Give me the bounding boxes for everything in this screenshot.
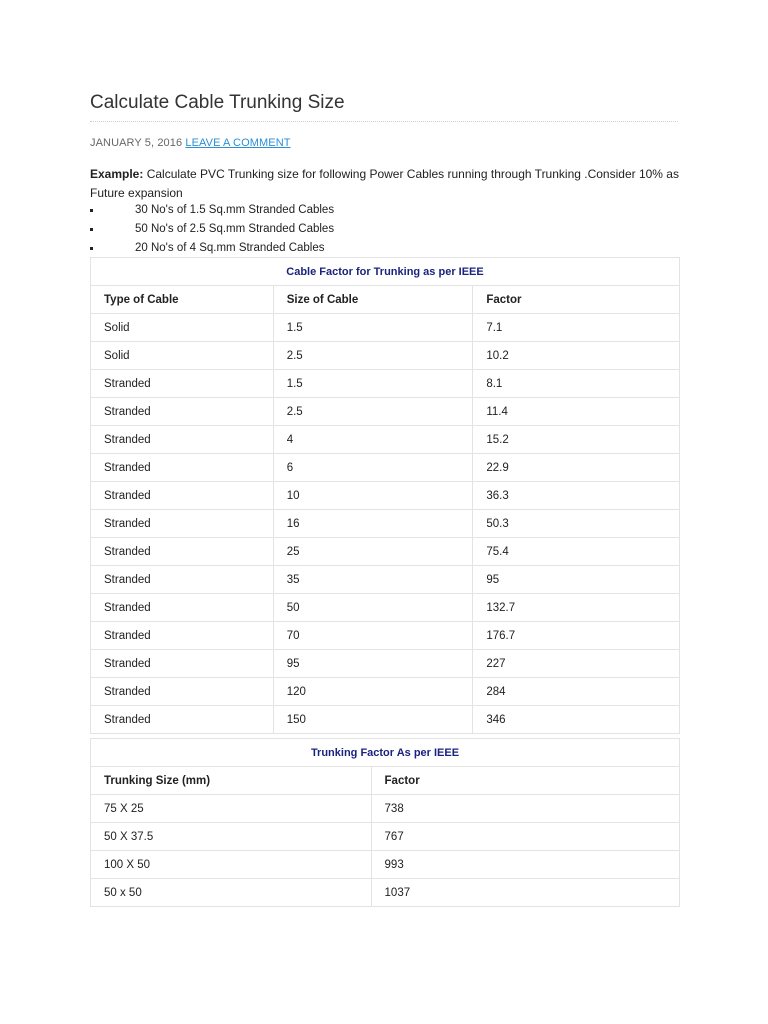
table-row (91, 851, 680, 879)
post-date: JANUARY 5, 2016 (90, 137, 183, 149)
table-cell: 10.2 (473, 342, 680, 370)
column-header-trunking-size: Trunking Size (mm) (91, 767, 372, 795)
cable-factor-table (90, 257, 680, 734)
table-cell: 132.7 (473, 594, 680, 622)
table-cell: 95 (473, 566, 680, 594)
table-cell: 50 x 50 (91, 879, 372, 907)
table-cell: 70 (273, 622, 473, 650)
table-row (91, 594, 680, 622)
table-cell: 35 (273, 566, 473, 594)
table-cell: 284 (473, 678, 680, 706)
list-item: 50 No's of 2.5 Sq.mm Stranded Cables (90, 221, 334, 240)
table-cell: 6 (273, 454, 473, 482)
table-cell: Stranded (91, 370, 274, 398)
example-label: Example: (90, 167, 144, 181)
table-row (91, 342, 680, 370)
column-header-type: Type of Cable (91, 286, 274, 314)
table-cell: Stranded (91, 510, 274, 538)
table-row (91, 454, 680, 482)
table-cell: 1037 (371, 879, 679, 907)
table-caption: Cable Factor for Trunking as per IEEE (91, 258, 680, 286)
table-cell: 1.5 (273, 370, 473, 398)
table-cell: 36.3 (473, 482, 680, 510)
example-paragraph (90, 165, 680, 203)
table-cell: 25 (273, 538, 473, 566)
table-cell: 10 (273, 482, 473, 510)
post-meta (90, 137, 291, 149)
table-cell: Stranded (91, 650, 274, 678)
table-row (91, 650, 680, 678)
table-cell: Stranded (91, 538, 274, 566)
table-cell: 95 (273, 650, 473, 678)
table-cell: Stranded (91, 706, 274, 734)
list-item: 30 No's of 1.5 Sq.mm Stranded Cables (90, 202, 334, 221)
example-text: Calculate PVC Trunking size for following Power Cables running through Trunking .Consider 10% as Future expansion (90, 167, 679, 200)
table-cell: Solid (91, 314, 274, 342)
table-cell: 100 X 50 (91, 851, 372, 879)
column-header-factor: Factor (371, 767, 679, 795)
table-cell: Stranded (91, 594, 274, 622)
table-cell: 1.5 (273, 314, 473, 342)
page-title: Calculate Cable Trunking Size (90, 92, 345, 113)
table-row (91, 566, 680, 594)
table-cell: 738 (371, 795, 679, 823)
table-cell: Stranded (91, 482, 274, 510)
table-row (91, 510, 680, 538)
table-cell: 75.4 (473, 538, 680, 566)
table-row (91, 370, 680, 398)
title-divider (90, 121, 678, 122)
leave-comment-link[interactable]: LEAVE A COMMENT (185, 137, 291, 149)
table-cell: Stranded (91, 622, 274, 650)
column-header-size: Size of Cable (273, 286, 473, 314)
table-cell: 346 (473, 706, 680, 734)
table-cell: 4 (273, 426, 473, 454)
table-cell: 150 (273, 706, 473, 734)
table-cell: 16 (273, 510, 473, 538)
table-cell: 75 X 25 (91, 795, 372, 823)
table-cell: Stranded (91, 454, 274, 482)
table-cell: 993 (371, 851, 679, 879)
table-row (91, 622, 680, 650)
cable-list (90, 202, 334, 259)
trunking-factor-table (90, 738, 680, 907)
table-row (91, 823, 680, 851)
table-cell: 227 (473, 650, 680, 678)
table-cell: 15.2 (473, 426, 680, 454)
table-cell: Stranded (91, 678, 274, 706)
table-cell: 50.3 (473, 510, 680, 538)
table-row (91, 678, 680, 706)
table-cell: 2.5 (273, 342, 473, 370)
table-cell: Stranded (91, 426, 274, 454)
table-cell: 176.7 (473, 622, 680, 650)
table-row (91, 426, 680, 454)
table-cell: Stranded (91, 398, 274, 426)
table-cell: 7.1 (473, 314, 680, 342)
list-item: 20 No's of 4 Sq.mm Stranded Cables (90, 240, 334, 259)
table-cell: 8.1 (473, 370, 680, 398)
table-row (91, 538, 680, 566)
table-row (91, 482, 680, 510)
table-cell: Stranded (91, 566, 274, 594)
table-cell: 767 (371, 823, 679, 851)
table-cell: 2.5 (273, 398, 473, 426)
table-cell: 50 X 37.5 (91, 823, 372, 851)
table-cell: Solid (91, 342, 274, 370)
table-row (91, 795, 680, 823)
table-cell: 120 (273, 678, 473, 706)
table-caption: Trunking Factor As per IEEE (91, 739, 680, 767)
table-cell: 50 (273, 594, 473, 622)
table-row (91, 398, 680, 426)
column-header-factor: Factor (473, 286, 680, 314)
table-row (91, 314, 680, 342)
table-cell: 22.9 (473, 454, 680, 482)
table-row (91, 706, 680, 734)
table-row (91, 879, 680, 907)
table-cell: 11.4 (473, 398, 680, 426)
